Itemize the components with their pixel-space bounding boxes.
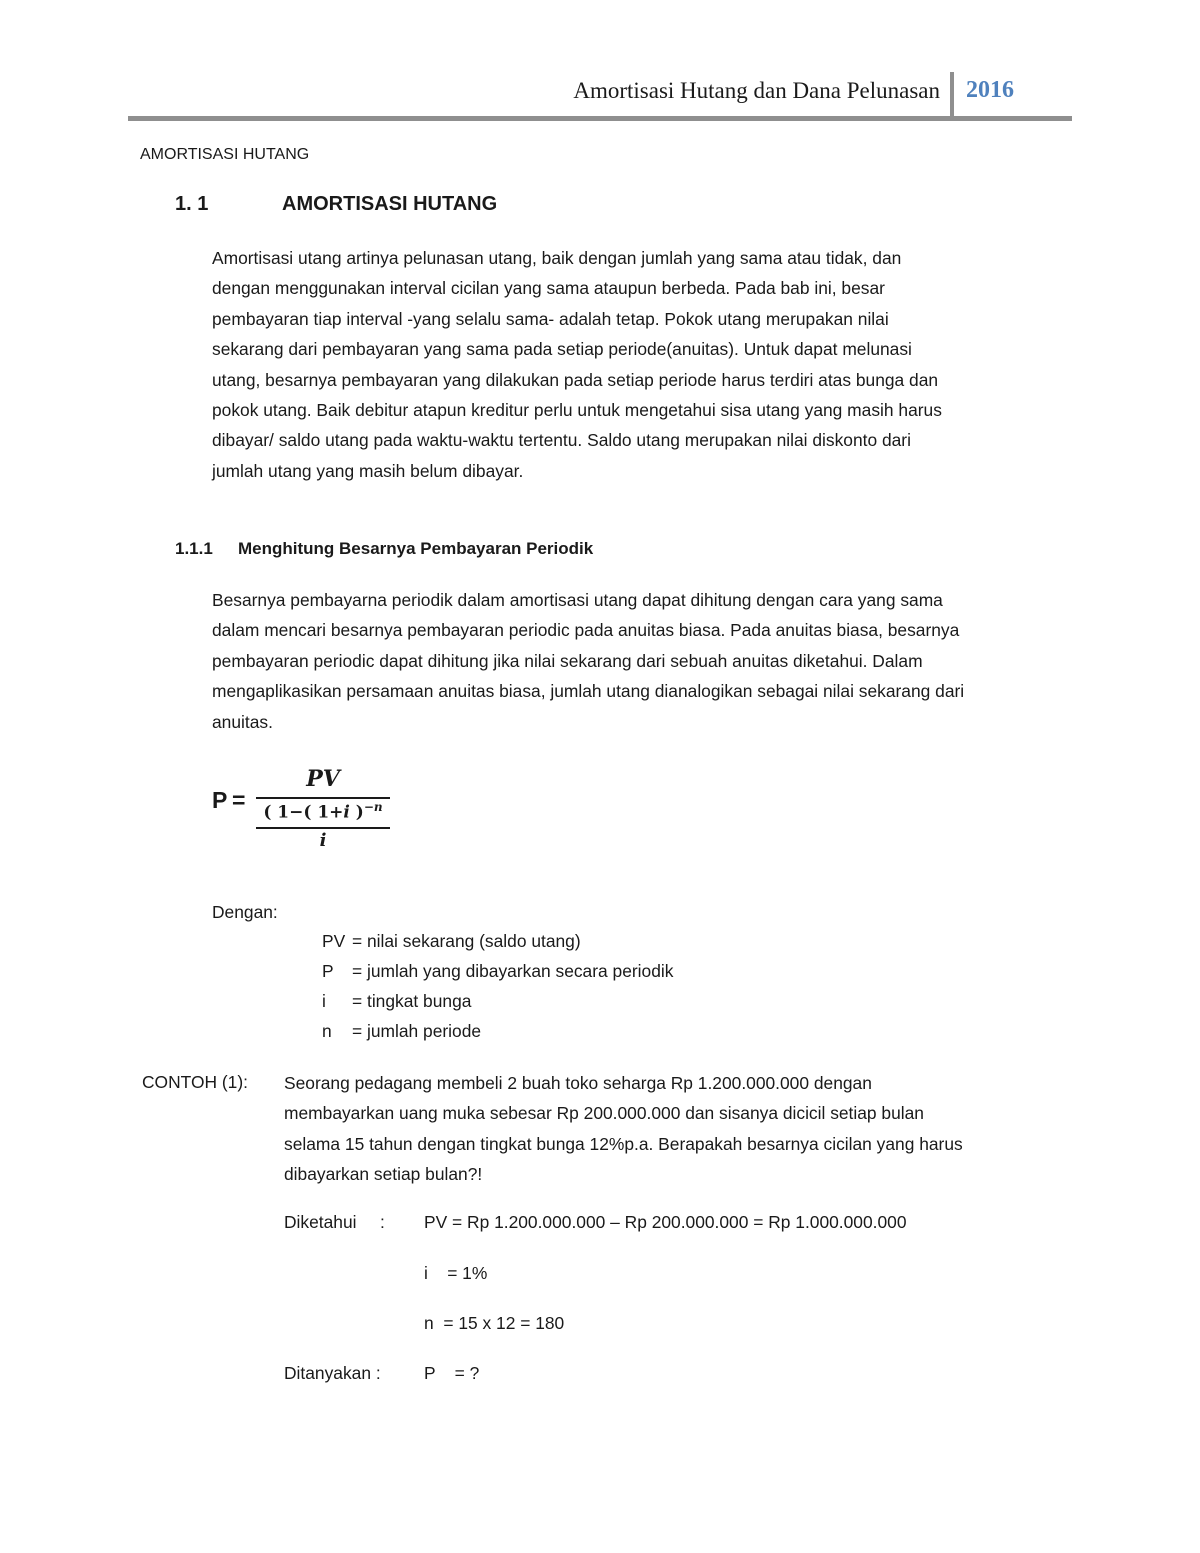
paragraph-line: mengaplikasikan persamaan anuitas biasa, jumlah utang dianalogikan sebagai nilai sekarang dari [212,681,965,702]
paragraph-line: dengan menggunakan interval cicilan yang sama ataupun berbeda. Pada bab ini, besar [212,278,885,299]
formula-outer-fraction-bar [256,827,390,829]
formula-exponent: −n [363,800,383,814]
known-label: Diketahui [284,1212,357,1232]
running-header-title: Amortisasi Hutang dan Dana Pelunasan [573,78,940,103]
known-value: PV = Rp 1.200.000.000 – Rp 200.000.000 = Rp 1.000.000.000 [424,1212,907,1232]
definition-description: = tingkat bunga [352,991,472,1011]
example-problem [284,1068,1074,1190]
example-line: Seorang pedagang membeli 2 buah toko seharga Rp 1.200.000.000 dengan [284,1073,872,1093]
example-label: CONTOH (1): [142,1072,248,1092]
formula-lhs: P [212,787,228,813]
paragraph-line: pembayaran tiap interval -yang selalu sama- adalah tetap. Pokok utang merupakan nilai [212,308,889,329]
known-value: n = 15 x 12 = 180 [424,1313,565,1333]
formula-numerator: PV [306,766,340,792]
paragraph-line: Amortisasi utang artinya pelunasan utang, baik dengan jumlah yang sama atau tidak, dan [212,248,902,268]
definitions-label: Dengan: [212,902,278,922]
subsection-paragraph [212,585,1072,737]
example-line: selama 15 tahun dengan tingkat bunga 12%p.a. Berapakah besarnya cicilan yang harus [284,1133,963,1154]
asked-label: Ditanyakan : [284,1363,381,1383]
paragraph-line: dalam mencari besarnya pembayaran periodic pada anuitas biasa. Pada anuitas biasa, besarnya [212,620,960,641]
section-paragraph [212,243,1072,486]
known-value: i = 1% [424,1263,488,1283]
example-line: dibayarkan setiap bulan?! [284,1164,483,1185]
paragraph-line: anuitas. [212,711,273,732]
header-divider [950,72,954,118]
formula-denominator: i [319,830,327,851]
paragraph-line: utang, besarnya pembayaran yang dilakukan pada setiap periode harus terdiri atas bunga dan [212,369,939,390]
definition-symbol: P [322,961,334,981]
definition-symbol: n [322,1021,332,1041]
known-colon: : [380,1212,385,1232]
formula-inner-open: ( 1−( 1+ [263,802,344,823]
running-header-year: 2016 [966,77,1014,103]
definition-description: = jumlah periode [352,1021,482,1041]
paragraph-line: pokok utang. Baik debitur atapun kreditur perlu untuk mengetahui sisa utang yang masih harus [212,400,942,421]
formula-inner-fraction-bar [256,797,390,799]
subsection-title: Menghitung Besarnya Pembayaran Periodik [238,539,594,558]
header-rule [128,116,1072,121]
paragraph-line: dibayar/ saldo utang pada waktu-waktu tertentu. Saldo utang merupakan nilai diskonto dari [212,430,911,451]
definition-symbol: i [322,991,326,1011]
document-heading: AMORTISASI HUTANG [140,146,310,163]
section-number: 1. 1 [175,193,209,215]
formula-inner-close: ) [349,802,364,823]
definition-description: = jumlah yang dibayarkan secara periodik [352,961,674,981]
formula-inner-denominator [256,800,390,823]
formula-inner-var: i [343,802,350,823]
definition-description: = nilai sekarang (saldo utang) [352,931,581,951]
paragraph-line: sekarang dari pembayaran yang sama pada setiap periode(anuitas). Untuk dapat melunasi [212,339,912,360]
paragraph-line: jumlah utang yang masih belum dibayar. [212,460,524,481]
paragraph-line: pembayaran periodic dapat dihitung jika nilai sekarang dari sebuah anuitas diketahui. Dalam [212,650,923,671]
example-line: membayarkan uang muka sebesar Rp 200.000.000 dan sisanya dicicil setiap bulan [284,1103,924,1124]
section-title: AMORTISASI HUTANG [282,193,498,215]
formula-equals: = [232,787,246,813]
asked-value: P = ? [424,1363,480,1383]
paragraph-line: Besarnya pembayarna periodik dalam amortisasi utang dapat dihitung dengan cara yang sama [212,590,943,610]
subsection-number: 1.1.1 [175,539,213,558]
definition-symbol: PV [322,931,346,951]
